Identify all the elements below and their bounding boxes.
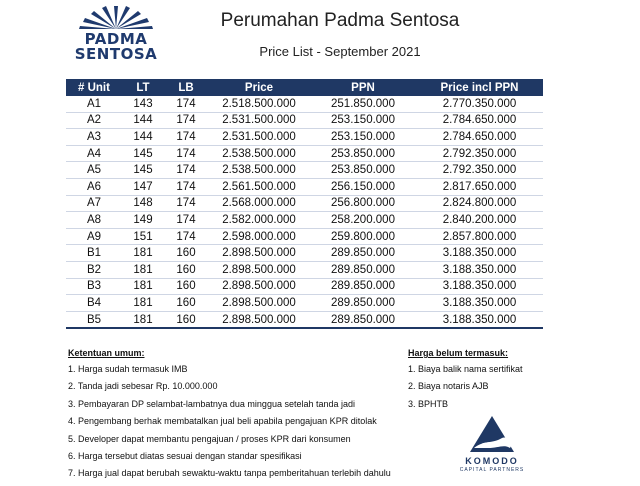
cell-lt: 145 xyxy=(133,164,153,177)
table-row xyxy=(66,162,543,179)
table-row xyxy=(66,228,543,245)
table-header-row xyxy=(66,79,543,96)
cell-price-incl: 2.817.650.000 xyxy=(442,180,517,193)
excludes-item: 2. Biaya notaris AJB xyxy=(408,381,489,392)
cell-lb: 160 xyxy=(176,280,196,293)
cell-lb: 160 xyxy=(176,263,196,276)
cell-lt: 181 xyxy=(133,280,153,293)
cell-unit: A9 xyxy=(86,230,102,243)
cell-price: 2.598.000.000 xyxy=(222,230,296,243)
cell-lt: 144 xyxy=(133,114,153,127)
cell-lt: 145 xyxy=(133,147,153,160)
col-header-price: Price xyxy=(208,79,310,96)
cell-lt: 181 xyxy=(133,313,153,326)
cell-lt: 144 xyxy=(133,130,153,143)
cell-unit: A5 xyxy=(86,164,102,177)
cell-price: 2.898.500.000 xyxy=(222,280,296,293)
table-row xyxy=(66,311,543,328)
cell-price: 2.531.500.000 xyxy=(222,114,296,127)
komodo-name: KOMODO xyxy=(465,456,519,466)
logo-line-1: PADMA xyxy=(84,30,148,48)
cell-ppn: 289.850.000 xyxy=(331,313,395,326)
cell-lt: 181 xyxy=(133,263,153,276)
cell-price-incl: 3.188.350.000 xyxy=(442,263,517,276)
cell-price: 2.898.500.000 xyxy=(222,296,296,309)
cell-ppn: 289.850.000 xyxy=(331,247,395,260)
cell-ppn: 253.850.000 xyxy=(331,164,395,177)
cell-ppn: 289.850.000 xyxy=(331,296,395,309)
terms-item: 3. Pembayaran DP selambat-lambatnya dua minggua setelah tanda jadi xyxy=(68,398,356,409)
table-row xyxy=(66,96,543,112)
excludes-heading: Harga belum termasuk: xyxy=(408,348,509,358)
cell-unit: B1 xyxy=(86,247,102,260)
cell-price-incl: 3.188.350.000 xyxy=(442,280,517,293)
cell-lt: 148 xyxy=(133,197,153,210)
excludes-item: 3. BPHTB xyxy=(408,398,449,409)
cell-lt: 181 xyxy=(133,247,153,260)
terms-item: 6. Harga tersebut diatas sesuai dengan standar spesifikasi xyxy=(68,450,302,461)
terms-item: 5. Developer dapat membantu pengajuan / proses KPR dari konsumen xyxy=(68,433,351,444)
cell-lt: 143 xyxy=(133,97,153,110)
cell-price: 2.538.500.000 xyxy=(222,164,296,177)
cell-lb: 160 xyxy=(176,296,196,309)
cell-unit: A2 xyxy=(86,114,102,127)
cell-lt: 147 xyxy=(133,180,153,193)
table-row xyxy=(66,145,543,162)
terms-item: 2. Tanda jadi sebesar Rp. 10.000.000 xyxy=(68,381,218,392)
cell-unit: A7 xyxy=(86,197,102,210)
cell-price: 2.898.500.000 xyxy=(222,313,296,326)
cell-lb: 174 xyxy=(176,213,196,226)
table-row xyxy=(66,261,543,278)
terms-section xyxy=(68,348,408,486)
cell-lt: 151 xyxy=(133,230,153,243)
cell-lb: 174 xyxy=(176,97,196,110)
cell-price-incl: 2.824.800.000 xyxy=(442,197,517,210)
cell-unit: A4 xyxy=(86,147,102,160)
komodo-triangle-icon xyxy=(452,414,532,454)
logo-line-2: SENTOSA xyxy=(74,45,158,63)
col-header-lt: LT xyxy=(122,79,164,96)
terms-list xyxy=(68,364,408,486)
excludes-section xyxy=(408,348,568,416)
komodo-tagline: CAPITAL PARTNERS xyxy=(459,467,525,473)
terms-item: 7. Harga jual dapat berubah sewaktu-waktu tanpa pemberitahuan terlebih dahulu xyxy=(68,468,391,479)
cell-ppn: 253.150.000 xyxy=(331,130,395,143)
cell-ppn: 251.850.000 xyxy=(331,97,395,110)
cell-ppn: 289.850.000 xyxy=(331,263,395,276)
cell-ppn: 289.850.000 xyxy=(331,280,395,293)
table-row xyxy=(66,112,543,129)
cell-price: 2.568.000.000 xyxy=(222,197,296,210)
cell-price-incl: 2.792.350.000 xyxy=(442,164,517,177)
cell-lb: 174 xyxy=(176,230,196,243)
excludes-list xyxy=(408,364,568,416)
cell-unit: B5 xyxy=(86,313,102,326)
cell-price: 2.898.500.000 xyxy=(222,247,296,260)
cell-price-incl: 3.188.350.000 xyxy=(442,247,517,260)
cell-ppn: 256.800.000 xyxy=(331,197,395,210)
cell-price: 2.538.500.000 xyxy=(222,147,296,160)
padma-sentosa-logo xyxy=(72,2,160,62)
table-row xyxy=(66,195,543,212)
cell-lb: 160 xyxy=(176,247,196,260)
cell-price-incl: 2.857.800.000 xyxy=(442,230,517,243)
cell-lb: 174 xyxy=(176,114,196,127)
page-title: Perumahan Padma Sentosa xyxy=(220,10,460,31)
cell-price-incl: 2.840.200.000 xyxy=(442,213,517,226)
cell-lb: 174 xyxy=(176,180,196,193)
cell-ppn: 256.150.000 xyxy=(331,180,395,193)
table-row xyxy=(66,245,543,262)
cell-ppn: 253.850.000 xyxy=(331,147,395,160)
cell-price: 2.531.500.000 xyxy=(222,130,296,143)
terms-item: 1. Harga sudah termasuk IMB xyxy=(68,364,188,374)
cell-unit: A1 xyxy=(86,97,102,110)
cell-unit: B4 xyxy=(86,296,102,309)
cell-unit: B3 xyxy=(86,280,102,293)
table-row xyxy=(66,178,543,195)
cell-lb: 174 xyxy=(176,164,196,177)
cell-unit: A6 xyxy=(86,180,102,193)
cell-lb: 174 xyxy=(176,147,196,160)
price-table xyxy=(66,79,543,329)
table-row xyxy=(66,129,543,146)
col-header-price-incl: Price incl PPN xyxy=(416,79,543,96)
cell-price-incl: 2.784.650.000 xyxy=(442,114,517,127)
table-body xyxy=(66,96,543,328)
cell-ppn: 258.200.000 xyxy=(331,213,395,226)
cell-lb: 160 xyxy=(176,313,196,326)
cell-lb: 174 xyxy=(176,197,196,210)
col-header-ppn: PPN xyxy=(310,79,416,96)
cell-price-incl: 2.784.650.000 xyxy=(442,130,517,143)
col-header-lb: LB xyxy=(164,79,208,96)
page-subtitle: Price List - September 2021 xyxy=(259,44,421,59)
cell-price: 2.561.500.000 xyxy=(222,180,296,193)
terms-item: 4. Pengembang berhak membatalkan jual beli apabila pengajuan KPR ditolak xyxy=(68,416,377,427)
table-row xyxy=(66,278,543,295)
table-row xyxy=(66,212,543,229)
terms-heading: Ketentuan umum: xyxy=(68,348,145,358)
table-row xyxy=(66,295,543,312)
cell-unit: A8 xyxy=(86,213,102,226)
cell-lt: 149 xyxy=(133,213,153,226)
cell-price-incl: 2.792.350.000 xyxy=(442,147,517,160)
cell-lt: 181 xyxy=(133,296,153,309)
cell-lb: 174 xyxy=(176,130,196,143)
cell-ppn: 259.800.000 xyxy=(331,230,395,243)
cell-price-incl: 3.188.350.000 xyxy=(442,296,517,309)
cell-price-incl: 2.770.350.000 xyxy=(442,97,517,110)
cell-price: 2.518.500.000 xyxy=(222,97,296,110)
cell-price: 2.582.000.000 xyxy=(222,213,296,226)
cell-price-incl: 3.188.350.000 xyxy=(442,313,517,326)
cell-unit: A3 xyxy=(86,130,102,143)
cell-ppn: 253.150.000 xyxy=(331,114,395,127)
col-header-unit: # Unit xyxy=(66,79,122,96)
excludes-item: 1. Biaya balik nama sertifikat xyxy=(408,364,523,374)
cell-price: 2.898.500.000 xyxy=(222,263,296,276)
sunburst-icon xyxy=(78,2,154,30)
cell-unit: B2 xyxy=(86,263,102,276)
